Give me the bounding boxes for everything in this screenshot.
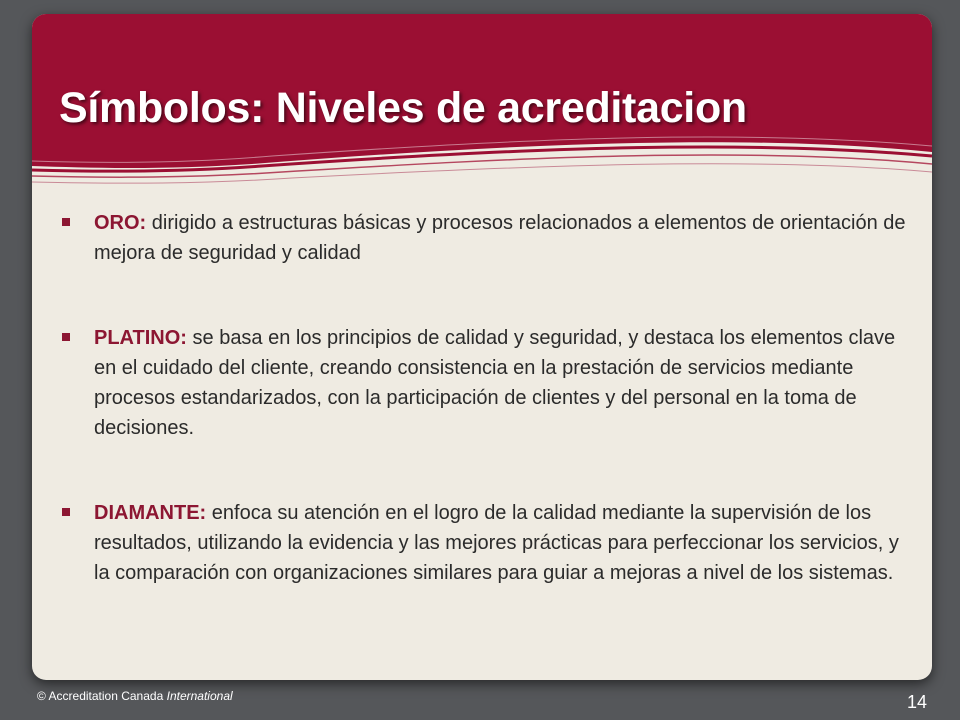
bullet-text: enfoca su atención en el logro de la calidad mediante la supervisión de los resultados, utilizando la evidencia y las mejores prácticas para perfeccionar los servicios, y la comparación con organizaciones similares para guiar a mejoras a nivel de los sistemas. [94, 502, 899, 584]
square-bullet-icon [62, 218, 70, 226]
bullet-term: PLATINO: [94, 327, 187, 349]
bullet-term: DIAMANTE: [94, 502, 207, 524]
square-bullet-icon [62, 333, 70, 341]
page-number: 14 [907, 692, 928, 712]
copyright-italic-text: International [166, 689, 233, 703]
bullet-item-diamante [60, 498, 910, 588]
bullet-item-platino [60, 323, 910, 443]
bullet-text: dirigido a estructuras básicas y procesos relacionados a elementos de orientación de mejora de seguridad y calidad [94, 212, 906, 264]
square-bullet-icon [62, 508, 70, 516]
bullet-list [60, 208, 910, 588]
bullet-text: se basa en los principios de calidad y seguridad, y destaca los elementos clave en el cuidado del cliente, creando consistencia en la prestación de servicios mediante procesos estandarizados, con la participación de clientes y del personal en la toma de decisiones. [94, 327, 896, 439]
slide-title: Símbolos: Niveles de acreditacion [59, 84, 747, 132]
slide-card [32, 14, 932, 680]
bullet-item-oro [60, 208, 910, 268]
bullet-term: ORO: [94, 212, 147, 234]
footer-copyright [37, 689, 233, 703]
copyright-text: © Accreditation Canada [37, 689, 164, 703]
